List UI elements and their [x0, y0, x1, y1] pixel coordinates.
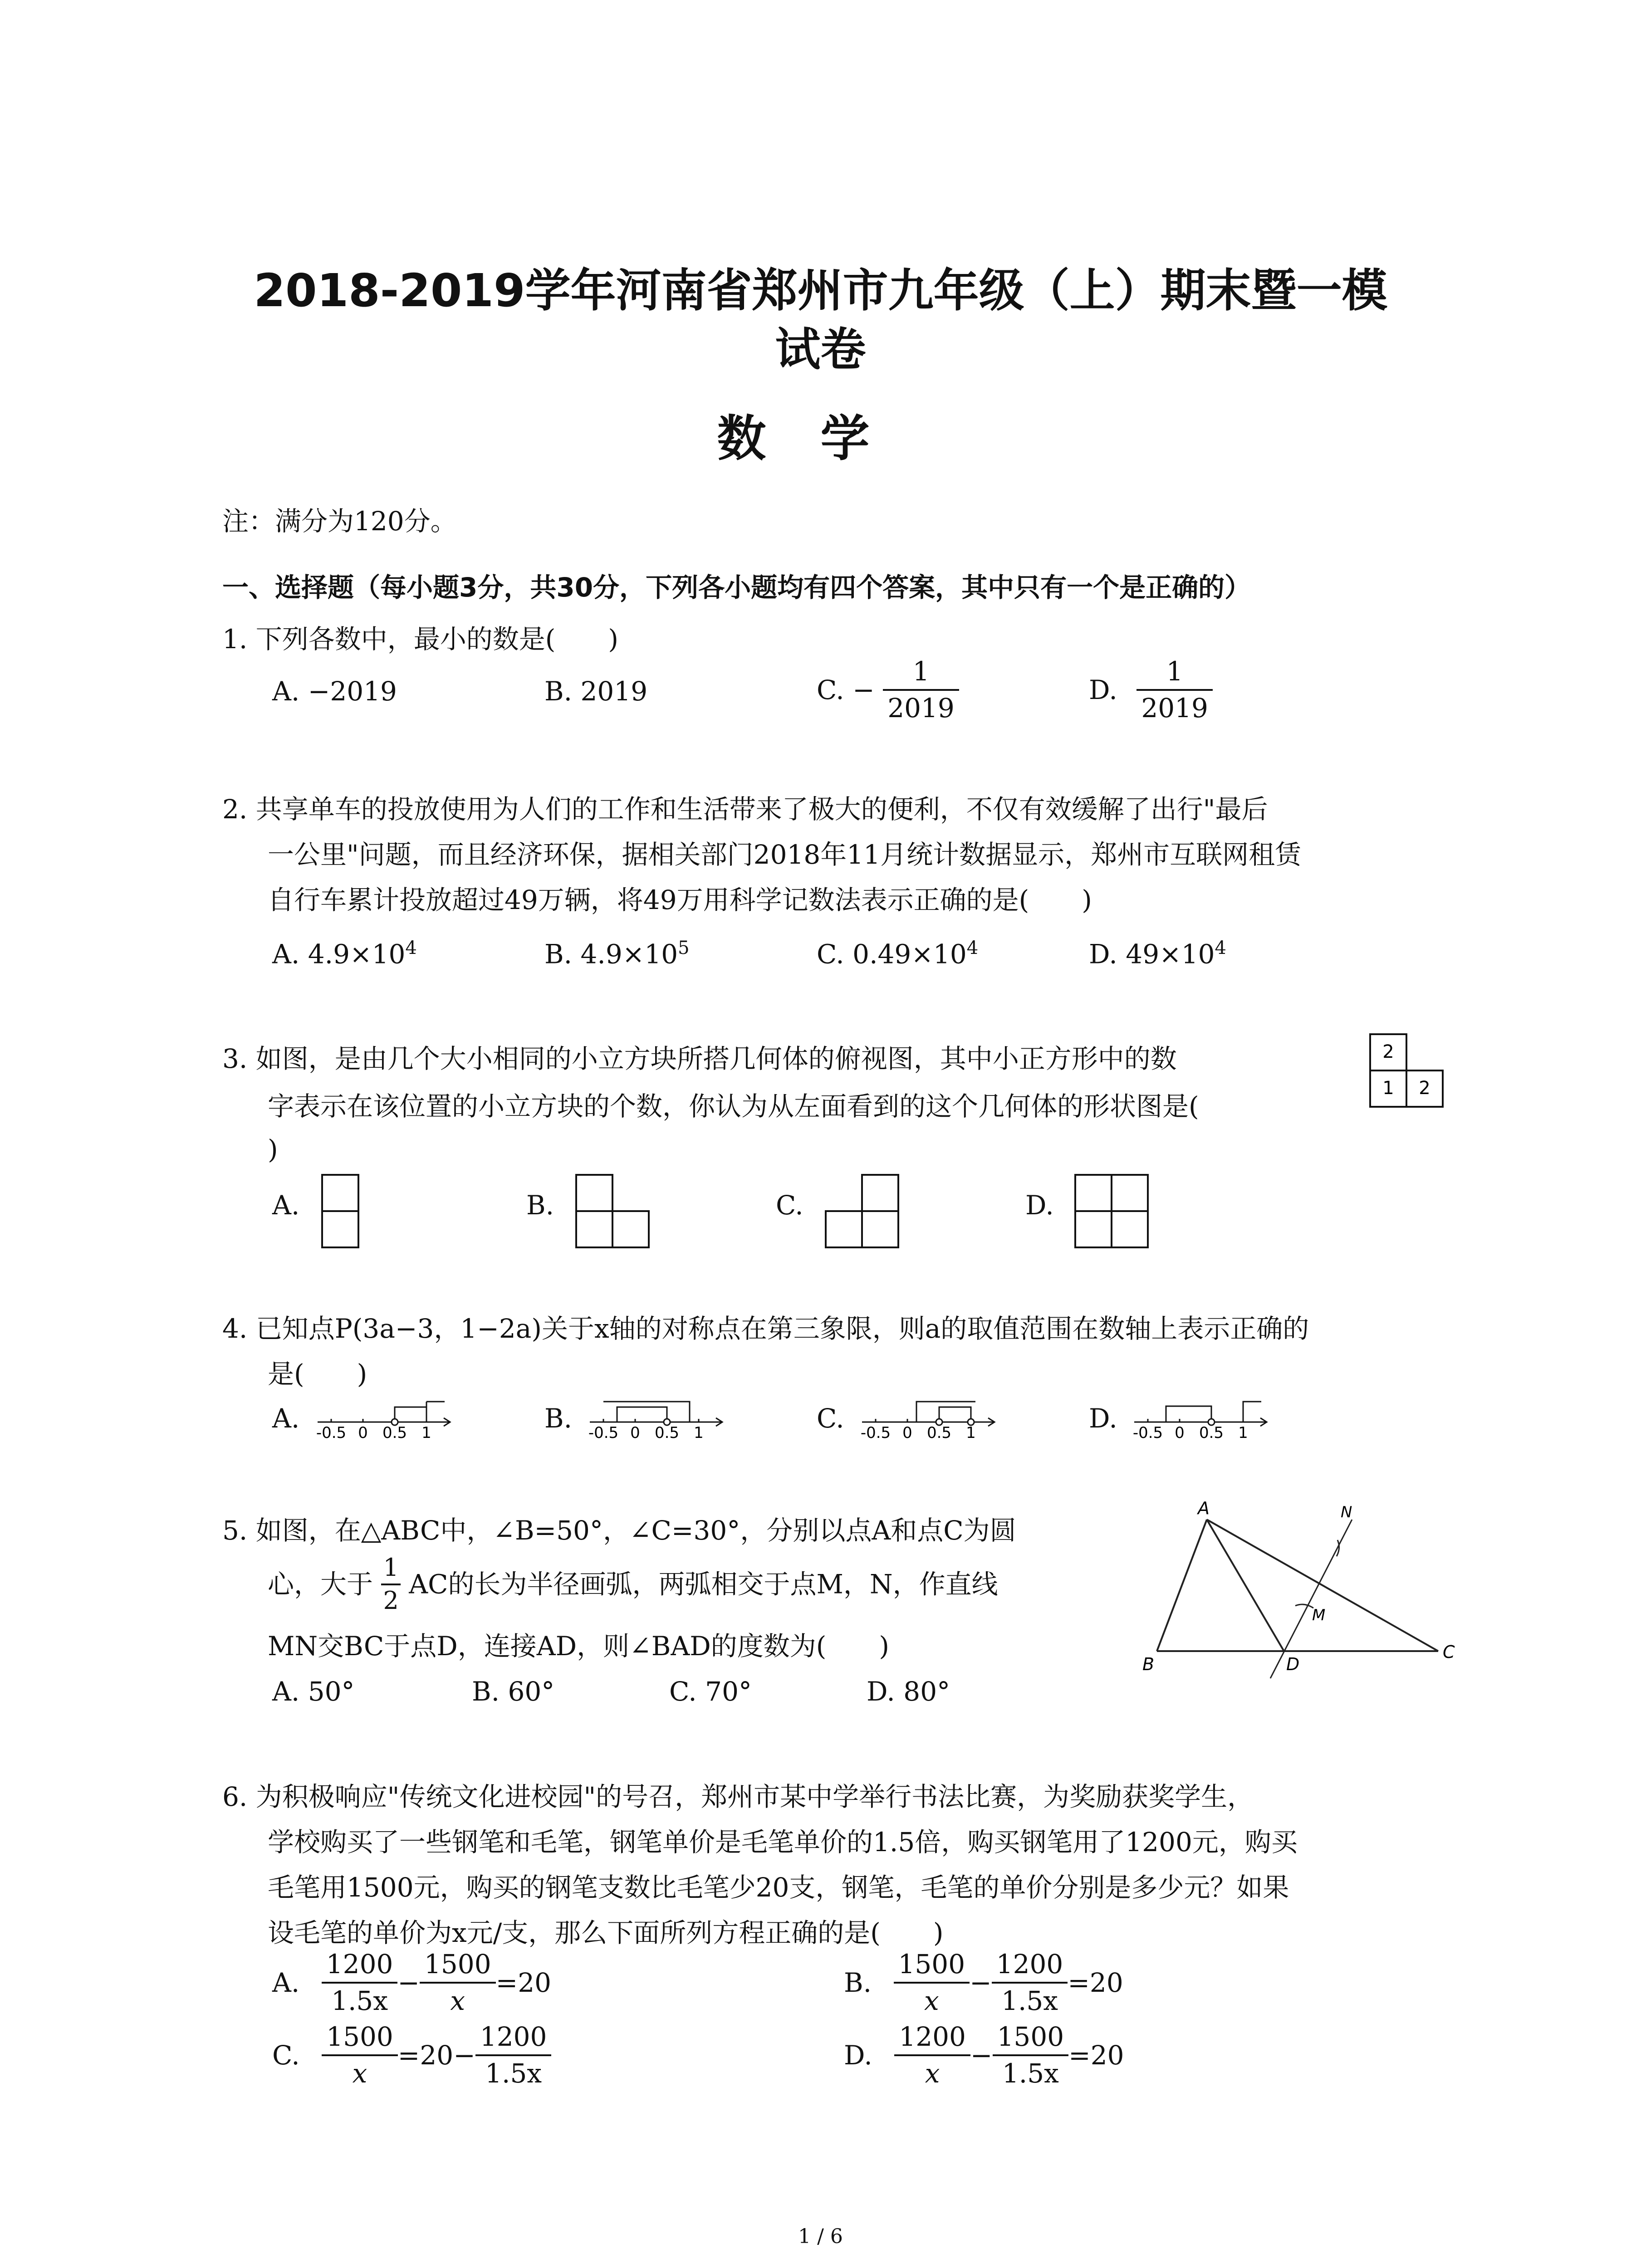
square	[322, 1175, 358, 1211]
range-bracket	[1243, 1402, 1261, 1422]
tick-label: -0.5	[1132, 1424, 1163, 1442]
square	[612, 1211, 649, 1247]
fraction	[322, 1950, 398, 2015]
square	[862, 1175, 898, 1211]
q6-option-b-label: B.	[844, 1967, 872, 1998]
fraction-numerator: 1	[381, 1555, 400, 1585]
fraction	[992, 1950, 1068, 2015]
q4-option-a-number-line	[313, 1388, 458, 1456]
q4-option-c-label: C.	[817, 1403, 844, 1434]
q1-stem: 1. 下列各数中，最小的数是( )	[222, 624, 619, 655]
q5-line2-end: AC的长为半径画弧，两弧相交于点M，N，作直线	[409, 1569, 998, 1600]
tick-label: 0	[358, 1424, 368, 1442]
square	[1075, 1211, 1112, 1247]
square	[1112, 1175, 1148, 1211]
fraction-denominator: 2019	[1141, 692, 1208, 723]
square	[576, 1211, 612, 1247]
q1-option-d	[1089, 658, 1213, 722]
fraction	[894, 1950, 970, 2015]
fraction-numerator: 1500	[894, 1950, 970, 1984]
range-bracket	[1166, 1406, 1211, 1422]
point-label-M: M	[1312, 1606, 1326, 1624]
q6-option-c-label: C.	[272, 2039, 300, 2071]
tick-label: 0	[902, 1424, 912, 1442]
q6-option-c	[272, 2023, 551, 2087]
q2-option-a	[272, 938, 417, 970]
q6-line1: 6. 为积极响应"传统文化进校园"的号召，郑州市某中学举行书法比赛，为奖励获奖学生，	[222, 1781, 1254, 1812]
minus-sign: −	[970, 2039, 993, 2071]
q5-line3: MN交BC于点D，连接AD，则∠BAD的度数为( )	[268, 1631, 889, 1662]
page-title: 2018-2019学年河南省郑州市九年级（上）期末暨一模	[254, 264, 1387, 317]
fraction-numerator: 1200	[894, 2023, 970, 2056]
tick-label: -0.5	[860, 1424, 891, 1442]
grid-label-bottom-right: 2	[1419, 1078, 1430, 1099]
tick-label: 0	[1175, 1424, 1185, 1442]
q3-option-d-figure	[1071, 1170, 1161, 1252]
segment-AD	[1207, 1520, 1284, 1651]
fraction-denominator: 1.5x	[1002, 2058, 1059, 2089]
q3-option-a-figure	[318, 1170, 367, 1252]
q2-option-c	[817, 938, 979, 970]
fraction	[322, 2023, 398, 2087]
q4-option-d-number-line	[1130, 1388, 1275, 1456]
q4-option-b-number-line	[585, 1388, 730, 1456]
q2-line2: 一公里"问题，而且经济环保，据相关部门2018年11月统计数据显示，郑州市互联网租赁	[268, 839, 1302, 870]
fraction-denominator: 2019	[887, 692, 955, 723]
fraction	[420, 1950, 496, 2015]
square	[826, 1211, 862, 1247]
q4-option-d-label: D.	[1089, 1403, 1117, 1434]
q2-option-a-exponent: 4	[405, 938, 417, 958]
q3-line3: )	[268, 1134, 278, 1165]
q1-option-d-label: D.	[1089, 674, 1117, 705]
subject-title: 数学	[717, 411, 924, 467]
arc-mark-M	[1295, 1604, 1313, 1608]
square	[1112, 1211, 1148, 1247]
q4-option-b-label: B.	[544, 1403, 573, 1434]
fraction-denominator: 2	[383, 1586, 399, 1615]
q2-option-b-exponent: 5	[678, 938, 690, 958]
q6-option-d	[844, 2023, 1124, 2087]
score-note: 注：满分为120分。	[222, 506, 457, 537]
page-number: 1 / 6	[798, 2225, 843, 2248]
equation-middle: =20−	[397, 2039, 475, 2071]
tick-label: 1	[421, 1424, 431, 1442]
fraction-denominator: 1.5x	[331, 1985, 388, 2016]
side-AB	[1157, 1520, 1207, 1651]
q2-option-c-exponent: 4	[966, 938, 979, 958]
q4-option-a-label: A.	[272, 1403, 300, 1434]
grid-label-bottom-left: 1	[1382, 1078, 1394, 1099]
side-AC	[1207, 1520, 1438, 1651]
q6-line2: 学校购买了一些钢笔和毛笔，钢笔单价是毛笔单价的1.5倍，购买钢笔用了1200元，购买	[268, 1827, 1298, 1857]
range-bracket	[916, 1402, 975, 1422]
q1-option-a: A. −2019	[272, 676, 397, 707]
line-MN	[1270, 1520, 1352, 1678]
q2-option-c-text: C. 0.49×10	[817, 938, 967, 970]
q6-line4: 设毛笔的单价为x元/支，那么下面所列方程正确的是( )	[268, 1917, 944, 1948]
q4-line2: 是( )	[268, 1359, 367, 1389]
top-view-grid-figure	[1366, 1030, 1456, 1120]
tick-label: 0.5	[1199, 1424, 1224, 1442]
q1-option-d-fraction	[1136, 658, 1213, 722]
section-heading: 一、选择题（每小题3分，共30分，下列各小题均有四个答案，其中只有一个是正确的）	[222, 572, 1251, 603]
q5-option-b: B. 60°	[472, 1676, 555, 1707]
equation-rhs: =20	[1068, 2039, 1124, 2071]
range-bracket	[617, 1407, 667, 1422]
q2-option-a-text: A. 4.9×10	[272, 938, 406, 970]
q1-option-c	[817, 658, 959, 722]
equation-rhs: =20	[495, 1967, 551, 1998]
vertex-label-C: C	[1443, 1642, 1455, 1662]
q3-option-d-label: D.	[1025, 1190, 1054, 1221]
tick-label: -0.5	[588, 1424, 619, 1442]
q1-option-c-label: C. −	[817, 674, 875, 705]
q2-line1: 2. 共享单车的投放使用为人们的工作和生活带来了极大的便利，不仅有效缓解了出行"最后	[222, 794, 1268, 825]
range-bracket	[395, 1407, 426, 1422]
q6-option-d-label: D.	[844, 2039, 872, 2071]
q3-line1: 3. 如图，是由几个大小相同的小立方块所搭几何体的俯视图，其中小正方形中的数	[222, 1043, 1177, 1074]
equation-rhs: =20	[1068, 1967, 1123, 1998]
fraction-denominator: x	[925, 2058, 940, 2089]
range-bracket	[939, 1407, 971, 1422]
q5-option-c: C. 70°	[669, 1676, 752, 1707]
tick-label: 1	[966, 1424, 976, 1442]
q5-option-d: D. 80°	[867, 1676, 950, 1707]
fraction-denominator: 1.5x	[485, 2058, 542, 2089]
q6-option-a	[272, 1950, 551, 2015]
q5-line2	[268, 1555, 998, 1613]
fraction-numerator: 1200	[992, 1950, 1068, 1984]
q1-option-b: B. 2019	[544, 676, 648, 707]
q4-option-c-number-line	[857, 1388, 1003, 1456]
point-label-N: N	[1341, 1503, 1352, 1521]
q2-option-d	[1089, 938, 1226, 970]
q6-option-a-label: A.	[272, 1967, 300, 1998]
fraction	[993, 2023, 1069, 2087]
q5-line2-start: 心，大于	[268, 1569, 373, 1600]
q6-line3: 毛笔用1500元，购买的钢笔支数比毛笔少20支，钢笔，毛笔的单价分别是多少元？如果	[268, 1872, 1289, 1903]
q2-option-b-text: B. 4.9×10	[544, 938, 678, 970]
vertex-label-A: A	[1198, 1498, 1210, 1518]
fraction-denominator: x	[924, 1985, 939, 2016]
square	[322, 1211, 358, 1247]
q6-option-b	[844, 1950, 1123, 2015]
q5-line1: 5. 如图，在△ABC中，∠B=50°，∠C=30°，分别以点A和点C为圆	[222, 1515, 1016, 1546]
fraction-numerator: 1500	[420, 1950, 496, 1984]
tick-label: 1	[1238, 1424, 1248, 1442]
tick-label: 0.5	[654, 1424, 680, 1442]
q1-option-c-fraction	[883, 658, 959, 722]
tick-label: 0.5	[382, 1424, 407, 1442]
q2-line3: 自行车累计投放超过49万辆，将49万用科学记数法表示正确的是( )	[268, 885, 1092, 915]
tick-label: -0.5	[316, 1424, 347, 1442]
fraction-numerator: 1200	[322, 1950, 398, 1984]
q2-option-d-exponent: 4	[1215, 938, 1226, 958]
q3-option-c-figure	[821, 1170, 912, 1252]
q3-option-b-label: B.	[526, 1190, 554, 1221]
vertex-label-B: B	[1142, 1654, 1155, 1674]
q3-option-c-label: C.	[776, 1190, 803, 1221]
minus-sign: −	[397, 1967, 420, 1998]
fraction-denominator: x	[450, 1985, 465, 2016]
fraction	[894, 2023, 970, 2087]
fraction-denominator: x	[352, 2058, 367, 2089]
minus-sign: −	[970, 1967, 992, 1998]
fraction-numerator: 1500	[993, 2023, 1069, 2056]
q3-option-b-figure	[572, 1170, 662, 1252]
q3-option-a-label: A.	[272, 1190, 300, 1221]
fraction-denominator: 1.5x	[1001, 1985, 1058, 2016]
fraction-numerator: 1	[883, 658, 959, 691]
q3-line2: 字表示在该位置的小立方块的个数，你认为从左面看到的这个几何体的形状图是(	[268, 1091, 1199, 1122]
grid-label-top: 2	[1382, 1041, 1394, 1062]
page-title-line2: 试卷	[775, 323, 866, 376]
fraction-numerator: 1	[1136, 658, 1213, 691]
tick-label: 0	[630, 1424, 640, 1442]
fraction-numerator: 1500	[322, 2023, 398, 2056]
square	[862, 1211, 898, 1247]
tick-label: 0.5	[926, 1424, 952, 1442]
square	[1075, 1175, 1112, 1211]
square	[576, 1175, 612, 1211]
fraction-numerator: 1200	[475, 2023, 552, 2056]
q5-half-fraction	[381, 1555, 400, 1613]
fraction	[475, 2023, 552, 2087]
q2-option-b	[544, 938, 690, 970]
q5-triangle-figure	[1134, 1492, 1470, 1692]
q5-option-a: A. 50°	[272, 1676, 355, 1707]
point-label-D: D	[1286, 1654, 1300, 1674]
tick-label: 1	[694, 1424, 704, 1442]
q2-option-d-text: D. 49×10	[1089, 938, 1215, 970]
q4-line1: 4. 已知点P(3a−3，1−2a)关于x轴的对称点在第三象限，则a的取值范围在数轴上表示正确的	[222, 1313, 1309, 1344]
